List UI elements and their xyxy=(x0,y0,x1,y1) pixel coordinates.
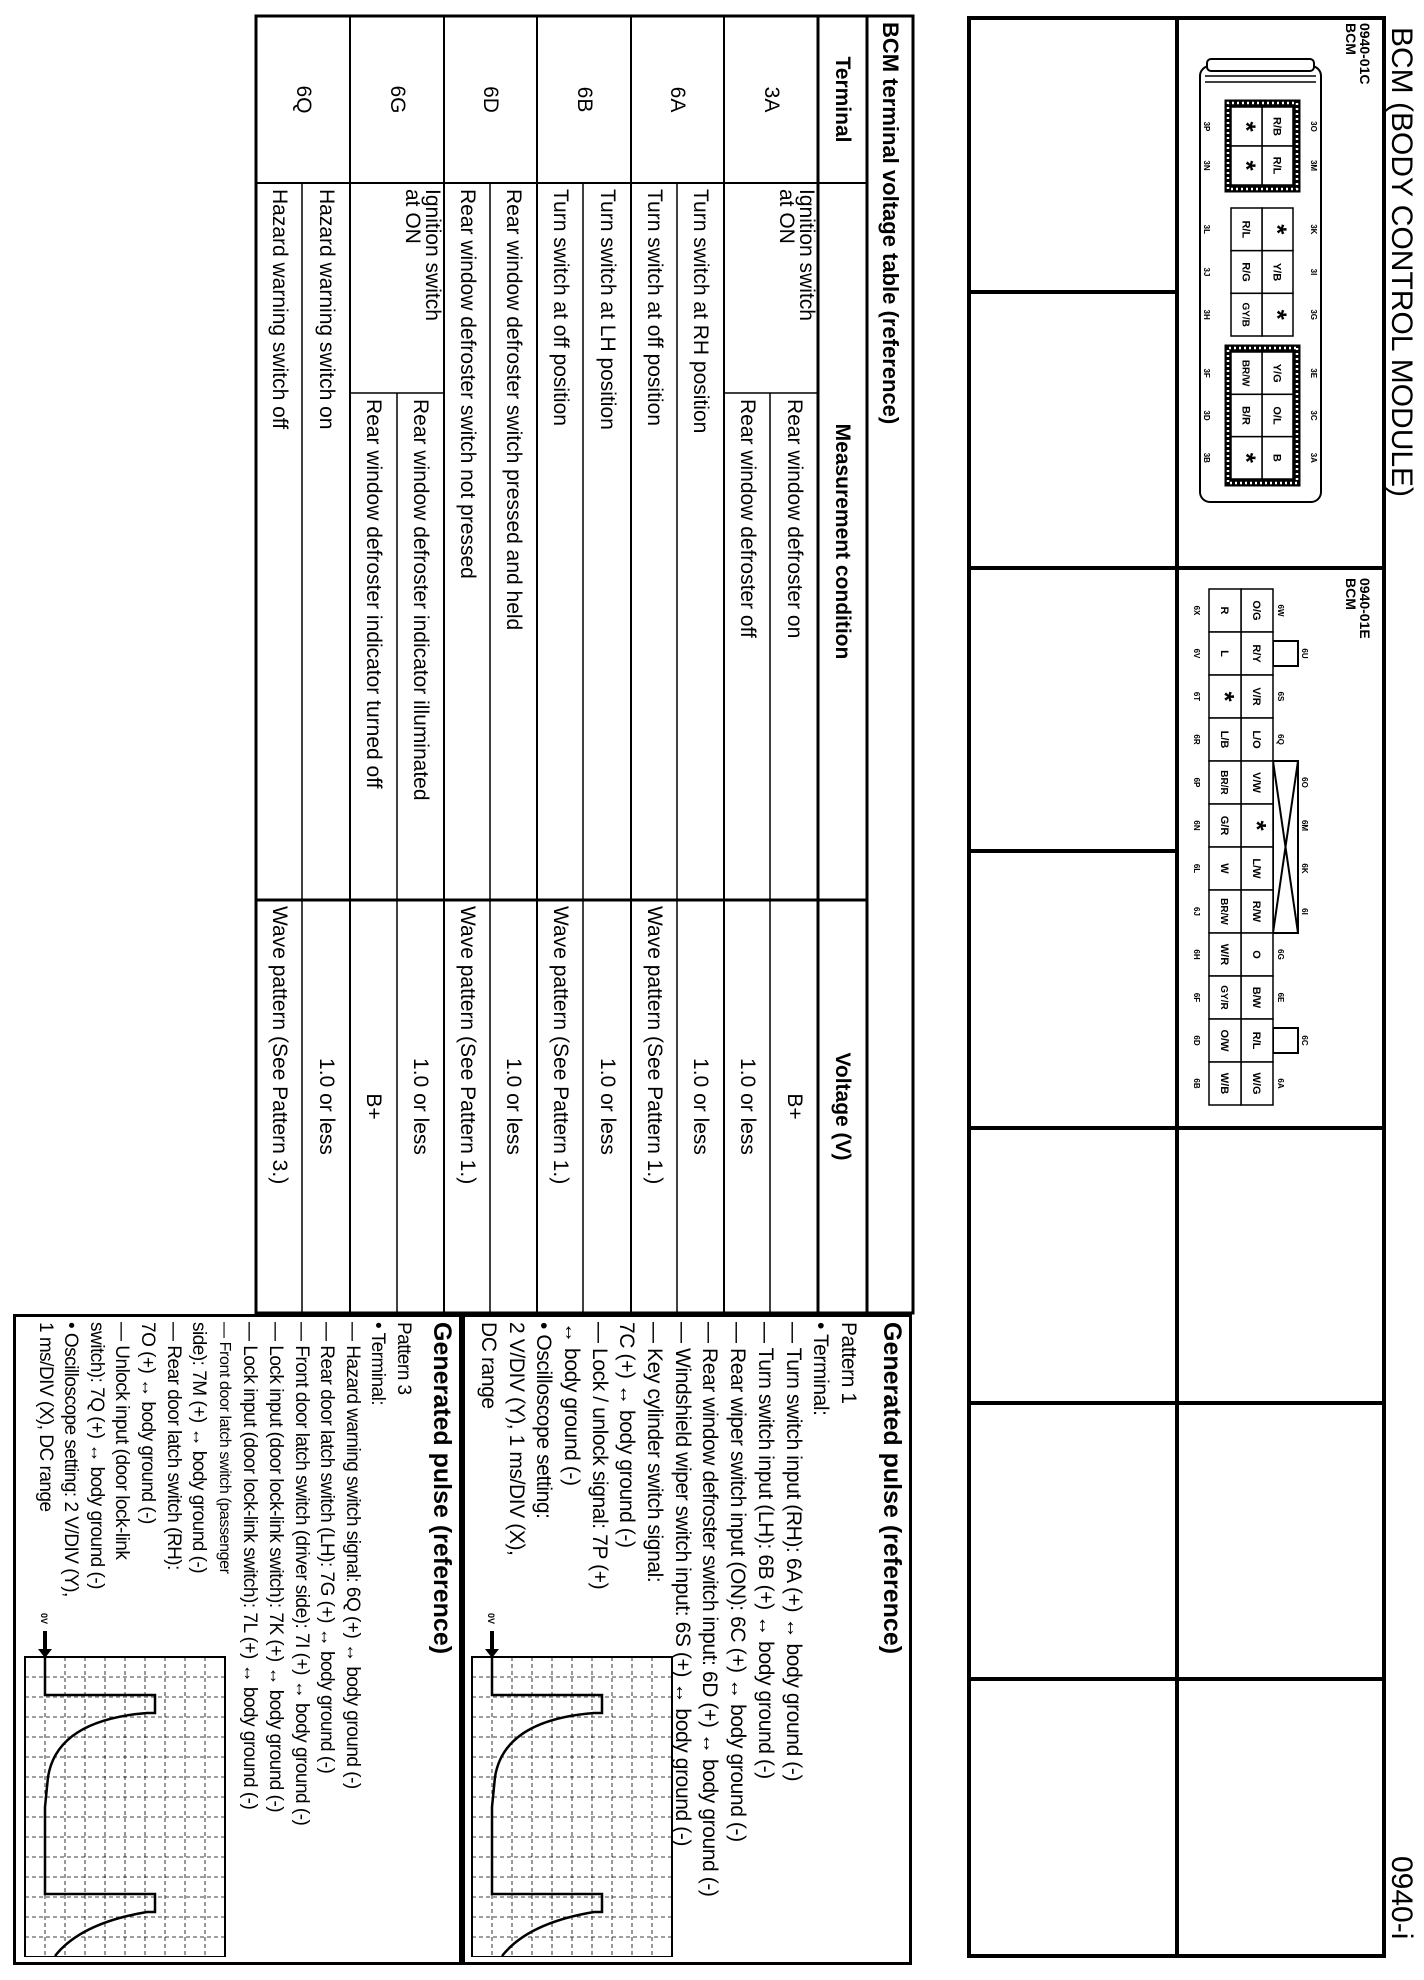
wire-color-label: R/W xyxy=(1250,900,1262,923)
pattern-text-line: DC range xyxy=(476,1322,500,1409)
pattern-text-line: — Key cylinder switch signal: xyxy=(643,1322,667,1583)
pin-label: 6O xyxy=(1300,777,1309,788)
pin-label: 3B xyxy=(1202,452,1211,463)
wire-color-label: W xyxy=(1218,863,1230,874)
condition-group-cell: Ignition switch at ON xyxy=(401,189,444,321)
pin-label: 3E xyxy=(1309,368,1318,379)
pattern-3-oscilloscope-waveform xyxy=(23,1605,232,1957)
voltage-cell: Wave pattern (See Pattern 1.) xyxy=(643,906,666,1185)
unused-terminal-mark: * xyxy=(1262,309,1293,320)
pin-label: 3L xyxy=(1202,224,1211,235)
condition-group-cell: Ignition switch at ON xyxy=(775,189,818,321)
terminal-cell: 6B xyxy=(573,86,596,113)
wire-color-label: L/O xyxy=(1250,730,1262,749)
pin-label: 6N xyxy=(1192,820,1201,831)
waveform-trace xyxy=(45,1657,155,1956)
pattern-text-line: 2 V/DIV (Y), 1 ms/DIV (X), xyxy=(504,1322,528,1556)
page-title: BCM (BODY CONTROL MODULE) xyxy=(1385,27,1418,498)
pin-label: 6U xyxy=(1300,648,1309,659)
pattern-text-line: 1 ms/DIV (X), DC range xyxy=(34,1322,56,1512)
pattern-text-line: • Terminal: xyxy=(809,1322,833,1416)
unused-terminal-mark: * xyxy=(1231,160,1262,171)
pattern-text-line: — Front door latch switch (driver side): 7I (+) ↔ body ground (-) xyxy=(290,1322,312,1826)
wire-color-label: O/L xyxy=(1270,406,1283,425)
page-code: 0940-i xyxy=(1385,1856,1418,1940)
pin-label: 6H xyxy=(1192,949,1201,960)
wire-color-label: W/B xyxy=(1218,1072,1230,1095)
pattern-text-line: — Front door latch switch (passenger xyxy=(215,1322,233,1574)
pattern-text-line: • Terminal: xyxy=(367,1322,389,1406)
pattern-text-line: Pattern 1 xyxy=(837,1322,860,1404)
condition-cell: Rear window defroster on xyxy=(783,399,806,639)
voltage-cell: 1.0 or less xyxy=(689,1058,713,1155)
wire-color-label: W/R xyxy=(1218,943,1230,966)
terminal-cell: 3A xyxy=(760,86,783,113)
pin-label: 3D xyxy=(1202,410,1211,421)
condition-cell: Hazard warning switch on xyxy=(315,189,338,430)
wire-color-label: R xyxy=(1218,606,1230,615)
wire-color-label: V/W xyxy=(1250,772,1262,793)
oscilloscope-screen xyxy=(25,1657,225,1957)
pin-label: 3N xyxy=(1202,160,1211,171)
pattern-text-line: — Hazard warning switch signal: 6Q (+) ↔ body ground (-) xyxy=(341,1322,363,1789)
pattern-3-heading: Generated pulse (reference) xyxy=(428,1322,456,1655)
pin-label: 6G xyxy=(1276,949,1285,960)
pattern-text-line: — Rear door latch switch (LH): 7G (+) ↔ body ground (-) xyxy=(316,1322,338,1774)
connector-code: 0940-01C xyxy=(1357,23,1373,85)
condition-cell: Rear window defroster switch not pressed xyxy=(456,189,479,579)
wire-color-label: W/G xyxy=(1250,1072,1262,1095)
pin-label: 6E xyxy=(1276,992,1285,1003)
pin-label: 3G xyxy=(1309,309,1318,321)
connector-tab xyxy=(1273,641,1298,666)
terminal-cell: 6A xyxy=(666,86,690,113)
voltage-cell: 1.0 or less xyxy=(502,1058,526,1155)
pin-label: 6T xyxy=(1192,691,1201,702)
unused-terminal-mark: * xyxy=(1262,224,1293,235)
pin-label: 6P xyxy=(1192,777,1201,788)
zero-volt-label: 0V xyxy=(486,1613,496,1625)
pin-label: 6C xyxy=(1300,1035,1309,1046)
pattern-text-line: • Oscilloscope setting: 2 V/DIV (Y), xyxy=(60,1322,82,1597)
unused-terminal-mark: * xyxy=(1242,820,1272,831)
wire-color-label: O/G xyxy=(1250,600,1262,621)
voltage-cell: 1.0 or less xyxy=(409,1058,433,1155)
condition-cell: Turn switch at off position xyxy=(549,189,572,426)
pattern-text-line: — Lock / unlock signal: 7P (+) xyxy=(587,1322,611,1590)
pin-label: 6K xyxy=(1300,863,1309,874)
wire-color-label: R/B xyxy=(1270,117,1283,136)
pattern-text-line: — Lock input (door lock-link switch): 7K (+) ↔ body ground (-) xyxy=(265,1322,286,1813)
wire-color-label: G/R xyxy=(1218,815,1230,836)
connector-tab xyxy=(1273,1028,1298,1053)
pattern-text-line: — Rear door latch switch (RH): xyxy=(162,1322,184,1570)
wire-color-label: BR/W xyxy=(1239,359,1251,387)
wire-color-label: Y/B xyxy=(1270,262,1283,282)
connector-name: BCM xyxy=(1343,578,1359,610)
voltage-cell: B+ xyxy=(362,1093,386,1120)
unused-terminal-mark: * xyxy=(1231,121,1262,132)
voltage-cell: Wave pattern (See Pattern 1.) xyxy=(456,906,479,1185)
pattern-text-line: switch): 7Q (+) ↔ body ground (-) xyxy=(85,1322,107,1590)
pin-label: 6L xyxy=(1192,863,1201,874)
pin-label: 3F xyxy=(1202,368,1211,378)
wire-color-label: BR/W xyxy=(1218,898,1229,925)
pin-label: 3P xyxy=(1202,121,1211,132)
condition-cell: Turn switch at RH position xyxy=(689,189,713,434)
pin-label: 3M xyxy=(1309,159,1318,172)
pin-label: 6W xyxy=(1276,604,1285,617)
pattern-text-line: ↔ body ground (-) xyxy=(560,1322,583,1486)
pattern-text-line: 7O (+) ↔ body ground (-) xyxy=(137,1322,158,1524)
pin-label: 3A xyxy=(1309,452,1318,463)
pattern-1-oscilloscope-waveform xyxy=(470,1605,679,1957)
condition-cell: Turn switch at off position xyxy=(643,189,666,426)
pattern-1-heading: Generated pulse (reference) xyxy=(878,1322,906,1655)
pin-label: 6F xyxy=(1192,992,1201,1003)
wire-color-label: O/W xyxy=(1218,1029,1230,1052)
pattern-text-line: — Turn switch input (RH): 6A (+) ↔ body ground (-) xyxy=(781,1322,805,1782)
pattern-text-line: — Lock input (door lock-link switch): 7L (+) ↔ body ground (-) xyxy=(239,1322,261,1810)
wire-color-label: B/R xyxy=(1239,406,1252,425)
connector-0940-01e xyxy=(1177,568,1384,1128)
pin-label: 6Q xyxy=(1276,734,1285,745)
wire-color-label: R/L xyxy=(1250,1031,1262,1050)
condition-cell: Rear window defroster indicator illuminated xyxy=(409,399,433,801)
connector-latch xyxy=(1207,59,1314,71)
unused-terminal-mark: * xyxy=(1231,452,1262,463)
pin-label: 6R xyxy=(1192,734,1201,745)
pin-label: 3K xyxy=(1309,224,1318,235)
pin-label: 3I xyxy=(1309,268,1318,276)
pin-label: 6X xyxy=(1192,605,1201,616)
terminal-cell: 6Q xyxy=(292,85,315,114)
wire-color-label: GY/B xyxy=(1239,302,1251,327)
voltage-cell: B+ xyxy=(783,1093,806,1120)
pattern-text-line: — Windshield wiper switch input: 6S (+) ↔ body ground (-) xyxy=(670,1322,694,1847)
wire-color-label: R/L xyxy=(1239,220,1252,239)
pattern-text-line: — Rear window defroster switch input: 6D (+) ↔ body ground (-) xyxy=(698,1322,722,1897)
header-terminal: Terminal xyxy=(831,56,855,143)
voltage-cell: Wave pattern (See Pattern 1.) xyxy=(549,906,572,1185)
pin-label: 6V xyxy=(1192,648,1201,659)
oscilloscope-screen xyxy=(472,1657,672,1957)
wire-color-label: L/W xyxy=(1250,858,1262,879)
pin-label: 3O xyxy=(1309,121,1318,132)
connector-name: BCM xyxy=(1343,23,1359,55)
pin-label: 3C xyxy=(1309,410,1318,421)
terminal-cell: 6G xyxy=(386,85,409,114)
pin-label: 6S xyxy=(1276,691,1285,702)
voltage-cell: 1.0 or less xyxy=(315,1058,338,1155)
unused-terminal-mark: * xyxy=(1210,691,1240,702)
pin-label: 6M xyxy=(1300,819,1309,832)
pin-label: 6J xyxy=(1192,907,1201,916)
pattern-text-line: — Turn switch input (LH): 6B (+) ↔ body ground (-) xyxy=(753,1322,777,1779)
condition-cell: Rear window defroster switch pressed and held xyxy=(502,189,526,631)
pin-label: 6D xyxy=(1192,1035,1201,1046)
pin-label: 6A xyxy=(1276,1078,1285,1089)
voltage-table-title: BCM terminal voltage table (reference) xyxy=(878,22,903,425)
pattern-text-line: side): 7M (+) ↔ body ground (-) xyxy=(188,1322,210,1574)
voltage-cell: 1.0 or less xyxy=(596,1058,619,1155)
wire-color-label: R/G xyxy=(1239,262,1252,282)
wire-color-label: L/B xyxy=(1218,730,1230,749)
zero-volt-label: 0V xyxy=(39,1613,49,1625)
pattern-text-line: Pattern 3 xyxy=(393,1322,414,1395)
wire-color-label: R/L xyxy=(1270,156,1283,175)
wire-color-label: O xyxy=(1250,950,1262,959)
pin-label: 3J xyxy=(1202,267,1211,277)
wire-color-label: B xyxy=(1270,453,1283,462)
header-condition: Measurement condition xyxy=(831,423,855,660)
voltage-cell: Wave pattern (See Pattern 3.) xyxy=(268,906,291,1185)
pattern-text-line: — Rear wiper switch input (ON): 6C (+) ↔ body ground (-) xyxy=(726,1322,750,1842)
condition-cell: Hazard warning switch off xyxy=(268,189,291,430)
condition-cell: Rear window defroster off xyxy=(736,399,759,638)
waveform-trace xyxy=(492,1657,602,1956)
wire-color-label: BR/R xyxy=(1218,770,1229,795)
pattern-text-line: — Unlock input (door lock-link xyxy=(111,1322,133,1560)
pattern-text-line: 7C (+) ↔ body ground (-) xyxy=(615,1322,639,1548)
wire-color-label: L xyxy=(1218,650,1230,657)
wire-color-label: Y/G xyxy=(1270,363,1283,383)
pin-label: 6B xyxy=(1192,1078,1201,1089)
terminal-cell: 6D xyxy=(479,86,503,113)
wire-color-label: B/W xyxy=(1250,986,1262,1009)
connector-0940-01c xyxy=(1177,18,1384,568)
wire-color-label: V/R xyxy=(1250,687,1262,706)
condition-cell: Rear window defroster indicator turned off xyxy=(362,399,386,789)
pin-label: 6I xyxy=(1300,908,1309,915)
pin-label: 3H xyxy=(1202,309,1211,320)
pattern-text-line: • Oscilloscope setting: xyxy=(532,1322,556,1519)
connector-code: 0940-01E xyxy=(1357,578,1373,639)
header-voltage: Voltage (V) xyxy=(831,1052,855,1161)
wire-color-label: GY/R xyxy=(1218,985,1229,1010)
voltage-cell: 1.0 or less xyxy=(736,1058,759,1155)
wire-color-label: R/Y xyxy=(1250,644,1262,663)
condition-cell: Turn switch at LH position xyxy=(596,189,619,430)
